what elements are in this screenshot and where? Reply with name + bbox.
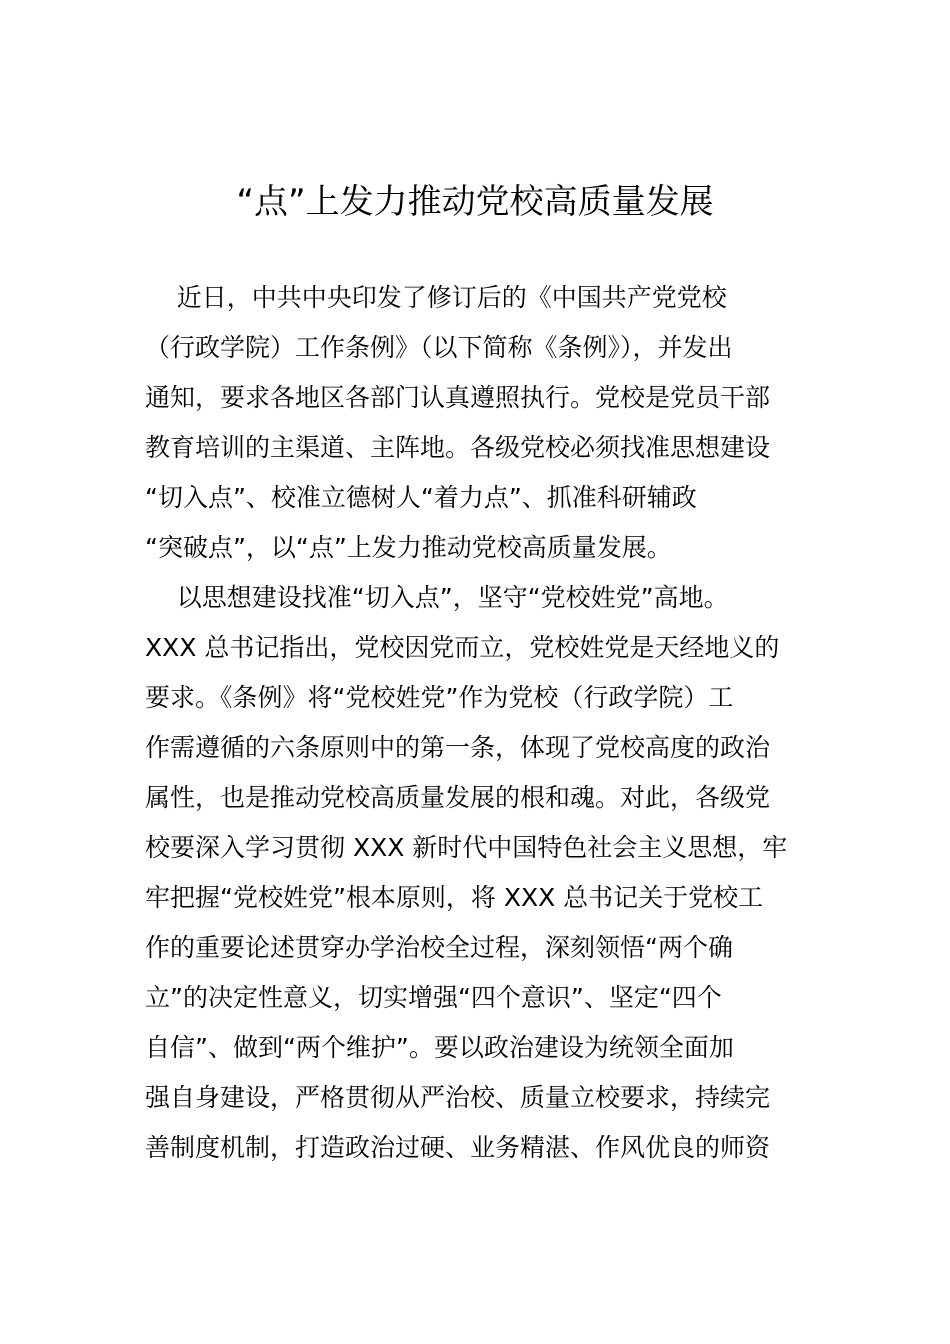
body-line: 以思想建设找准“切入点”，坚守“党校姓党”高地。 [145,583,729,612]
body-line: “突破点”，以“点”上发力推动党校高质量发展。 [145,533,672,562]
body-line: 强自身建设，严格贯彻从严治校、质量立校要求，持续完 [145,1083,771,1112]
body-line: （行政学院）工作条例》（以下简称《条例》），并发出 [145,333,733,362]
document-title: “点”上发力推动党校高质量发展 [236,182,714,222]
body-line: 属性，也是推动党校高质量发展的根和魂。对此，各级党 [145,783,771,812]
body-line: 近日，中共中央印发了修订后的《中国共产党党校 [145,283,727,312]
body-line: 通知，要求各地区各部门认真遵照执行。党校是党员干部 [145,383,771,412]
body-line: 牢把握“党校姓党”根本原则，将 XXX 总书记关于党校工 [145,883,764,912]
body-line: 校要深入学习贯彻 XXX 新时代中国特色社会主义思想，牢 [145,833,788,862]
body-line: 作的重要论述贯穿办学治校全过程，深刻领悟“两个确 [145,933,733,962]
body-line: “切入点”、校准立德树人“着力点”、抓准科研辅政 [145,483,697,512]
body-line: 教育培训的主渠道、主阵地。各级党校必须找准思想建设 [145,433,771,462]
body-line: 自信”、做到“两个维护”。要以政治建设为统领全面加 [145,1033,734,1062]
body-line: 作需遵循的六条原则中的第一条，体现了党校高度的政治 [145,733,771,762]
body-line: 要求。《条例》将“党校姓党”作为党校（行政学院）工 [145,683,734,712]
body-line: 立”的决定性意义，切实增强“四个意识”、坚定“四个 [145,983,722,1012]
body-line: 善制度机制，打造政治过硬、业务精湛、作风优良的师资 [145,1133,771,1162]
body-line: XXX 总书记指出，党校因党而立，党校姓党是天经地义的 [145,633,780,662]
